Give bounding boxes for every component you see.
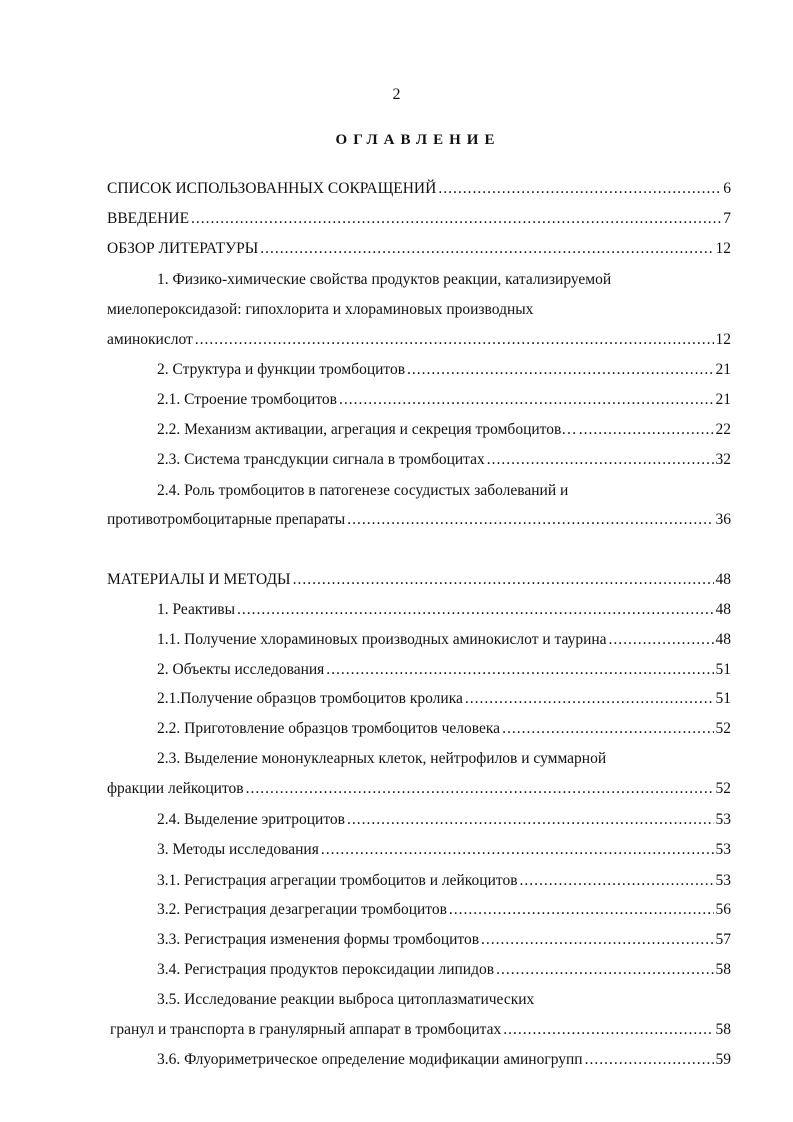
toc-entry-methods-2-2[interactable] [157,720,731,742]
toc-entry-review-2-1[interactable] [157,391,731,413]
toc-entry-review-1[interactable] [107,331,731,353]
toc-entry-label: противотромбоцитарные препараты [107,511,346,528]
toc-entry-materials-methods[interactable] [107,571,731,593]
toc-entry-text-line: 2.4. Роль тромбоцитов в патогенезе сосудистых заболеваний и [157,482,569,499]
leader-dots [438,180,721,198]
toc-entry-label: ВВЕДЕНИЕ [107,210,190,227]
leader-dots [449,901,714,919]
leader-dots [407,361,713,379]
toc-entry-methods-1[interactable] [157,601,731,623]
toc-entry-label: 3.3. Регистрация изменения формы тромбоцитов [157,931,480,948]
leader-dots [191,210,721,228]
leader-dots [347,811,714,829]
leader-dots [520,872,714,890]
toc-entry-review-2-4[interactable] [107,511,731,533]
toc-entry-page: 52 [715,720,731,737]
toc-entry-methods-3[interactable] [157,841,731,863]
toc-entry-abbreviations[interactable] [107,180,731,202]
toc-entry-label: 2.3. Система трансдукции сигнала в тромбоцитах [157,451,485,468]
toc-entry-label: 1. Реактивы [157,601,235,618]
toc-entry-review-2-2[interactable] [157,421,731,443]
toc-entry-methods-2-1[interactable] [157,690,731,712]
leader-dots [609,631,714,649]
toc-entry-page: 53 [715,872,731,889]
toc-entry-label: фракции лейкоцитов [107,780,244,797]
leader-dots [502,720,713,738]
toc-entry-methods-3-3[interactable] [157,931,731,953]
toc-entry-page: 6 [723,180,731,197]
leader-dots [487,451,714,469]
toc-entry-label: гранул и транспорта в гранулярный аппарат в тромбоцитах [110,1021,502,1038]
leader-dots [585,1051,714,1069]
leader-dots [321,841,714,859]
toc-entry-page: 7 [723,210,731,227]
toc-entry-label: 2.1. Строение тромбоцитов [157,391,337,408]
leader-dots [293,571,714,589]
toc-entry-label: 3.6. Флуориметрическое определение модификации аминогрупп [157,1051,583,1068]
toc-entry-page: 48 [715,631,731,648]
leader-dots [465,690,714,708]
toc-entry-text-line: 3.5. Исследование реакции выброса цитоплазматических [157,991,535,1008]
toc-entry-label: МАТЕРИАЛЫ И МЕТОДЫ [107,571,291,588]
toc-entry-page: 53 [715,841,731,858]
toc-entry-methods-3-2[interactable] [157,901,731,923]
toc-entry-page: 21 [715,361,731,378]
toc-entry-methods-2-3[interactable] [107,780,731,802]
toc-entry-literature-review[interactable] [107,240,731,262]
toc-entry-methods-3-6[interactable] [157,1051,731,1073]
toc-entry-methods-3-5[interactable] [110,1021,731,1043]
toc-entry-methods-2-4[interactable] [157,811,731,833]
toc-entry-label: 3.4. Регистрация продуктов пероксидации липидов [157,961,495,978]
toc-entry-label: 2.1.Получение образцов тромбоцитов кролика [157,690,463,707]
leader-dots [347,511,713,529]
leader-dots [237,601,714,619]
toc-entry-label: 2.2. Приготовление образцов тромбоцитов человека [157,720,501,737]
toc-entry-label: аминокислот [107,331,193,348]
toc-entry-page: 48 [715,601,731,618]
toc-entry-page: 51 [715,661,731,678]
toc-entry-methods-3-1[interactable] [157,872,731,894]
toc-entry-page: 58 [715,961,731,978]
toc-entry-label: 2.2. Механизм активации, агрегация и секреция тромбоцитов… [157,421,577,438]
toc-entry-label: 3.2. Регистрация дезагрегации тромбоцитов [157,901,447,918]
toc-entry-methods-2[interactable] [157,661,731,683]
leader-dots [496,961,713,979]
toc-entry-review-2[interactable] [157,361,731,383]
toc-entry-page: 53 [715,811,731,828]
toc-entry-text-line: 1. Физико-химические свойства продуктов реакции, катализируемой [157,271,612,288]
toc-entry-page: 59 [715,1051,731,1068]
toc-entry-page: 12 [715,331,731,348]
toc-entry-methods-1-1[interactable] [157,631,731,653]
toc-entry-page: 58 [715,1021,731,1038]
toc-entry-page: 57 [715,931,731,948]
toc-entry-label: 3. Методы исследования [157,841,319,858]
toc-entry-review-2-3[interactable] [157,451,731,473]
toc-entry-label: СПИСОК ИСПОЛЬЗОВАННЫХ СОКРАЩЕНИЙ [107,180,437,197]
toc-entry-text-line: миелопероксидазой: гипохлорита и хлораминовых производных [107,301,534,318]
toc-entry-page: 21 [715,391,731,408]
leader-dots [326,661,713,679]
toc-entry-text-line: 2.3. Выделение мононуклеарных клеток, нейтрофилов и суммарной [157,750,607,767]
toc-entry-page: 12 [715,240,731,257]
leader-dots [246,780,714,798]
leader-dots [195,331,714,349]
leader-dots [579,421,714,439]
toc-entry-page: 32 [715,451,731,468]
toc-entry-page: 36 [715,511,731,528]
leader-dots [339,391,714,409]
toc-entry-page: 51 [715,690,731,707]
toc-entry-introduction[interactable] [107,210,731,232]
leader-dots [260,240,713,258]
leader-dots [481,931,713,949]
page-title: ОГЛАВЛЕНИЕ [335,132,501,148]
toc-entry-label: 3.1. Регистрация агрегации тромбоцитов и лейкоцитов [157,872,518,889]
leader-dots [503,1021,713,1039]
toc-entry-page: 22 [715,421,731,438]
toc-entry-page: 56 [715,901,731,918]
toc-entry-page: 48 [715,571,731,588]
toc-entry-label: 2. Структура и функции тромбоцитов [157,361,406,378]
page-number: 2 [392,86,401,103]
toc-entry-label: 2. Объекты исследования [157,661,325,678]
toc-entry-methods-3-4[interactable] [157,961,731,983]
toc-entry-label: 1.1. Получение хлораминовых производных аминокислот и таурина [157,631,607,648]
toc-entry-label: ОБЗОР ЛИТЕРАТУРЫ [107,240,259,257]
toc-entry-page: 52 [715,780,731,797]
toc-entry-label: 2.4. Выделение эритроцитов [157,811,345,828]
